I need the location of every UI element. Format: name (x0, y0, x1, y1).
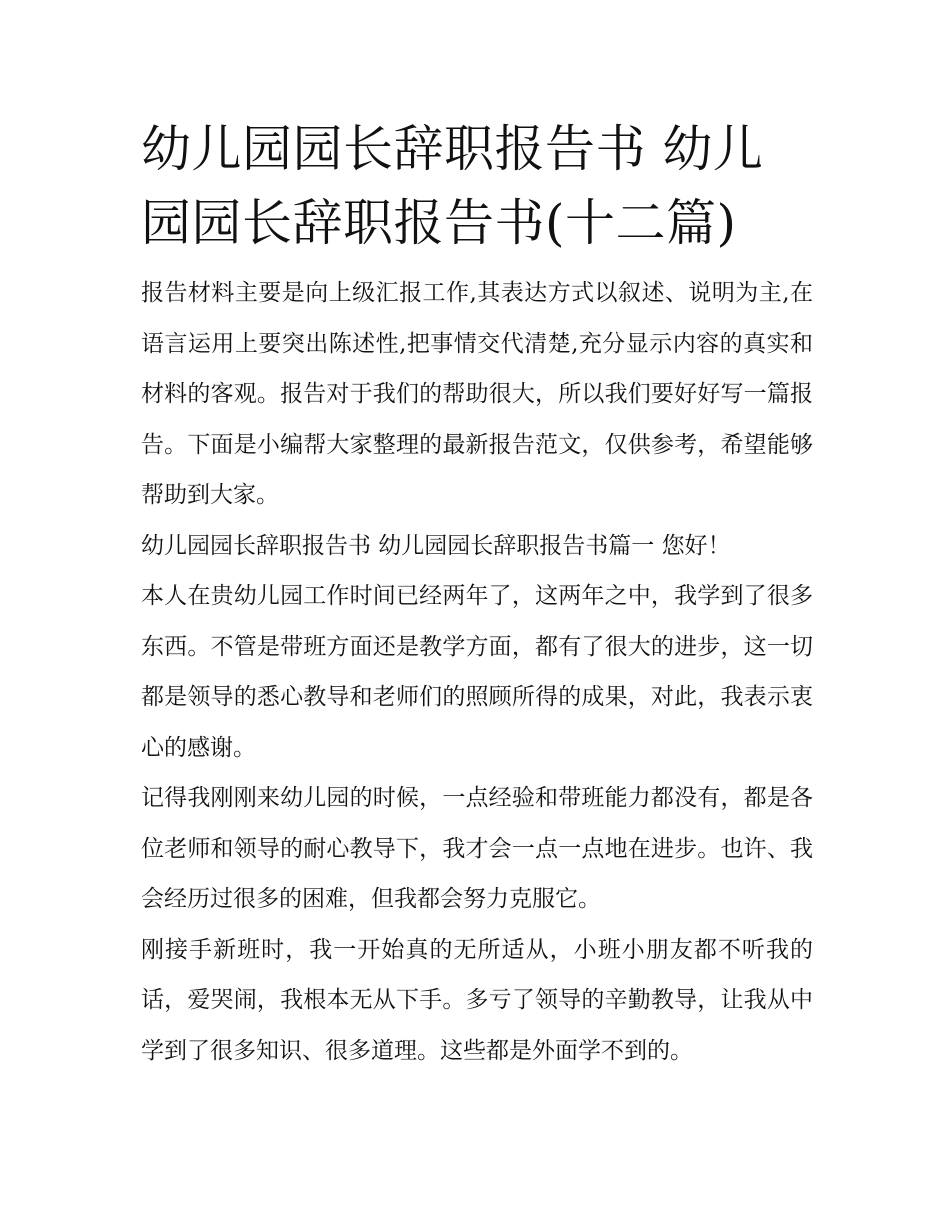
document-body (141, 112, 813, 1076)
paragraph-two-years: 本人在贵幼儿园工作时间已经两年了，这两年之中，我学到了很多东西。不管是带班方面还是教学方面，都有了很大的进步，这一切都是领导的悉心教导和老师们的照顾所得的成果，对此，我表示衷心的感谢。 (141, 583, 813, 761)
paragraph-intro: 报告材料主要是向上级汇报工作,其表达方式以叙述、说明为主,在语言运用上要突出陈述性,把事情交代清楚,充分显示内容的真实和材料的客观。报告对于我们的帮助很大，所以我们要好好写一篇报告。下面是小编帮大家整理的最新报告范文，仅供参考，希望能够帮助到大家。 (141, 280, 813, 508)
document-title: 幼儿园园长辞职报告书 幼儿园园长辞职报告书(十二篇) (141, 120, 764, 252)
paragraph-greeting: 幼儿园园长辞职报告书 幼儿园园长辞职报告书篇一 您好！ (141, 532, 731, 559)
paragraph-memories: 记得我刚刚来幼儿园的时候，一点经验和带班能力都没有，都是各位老师和领导的耐心教导下，我才会一点一点地在进步。也许、我会经历过很多的困难，但我都会努力克服它。 (141, 785, 813, 912)
paragraph-new-class: 刚接手新班时，我一开始真的无所适从，小班小朋友都不听我的话，爱哭闹，我根本无从下手。多亏了领导的辛勤教导，让我从中学到了很多知识、很多道理。这些都是外面学不到的。 (141, 936, 813, 1064)
